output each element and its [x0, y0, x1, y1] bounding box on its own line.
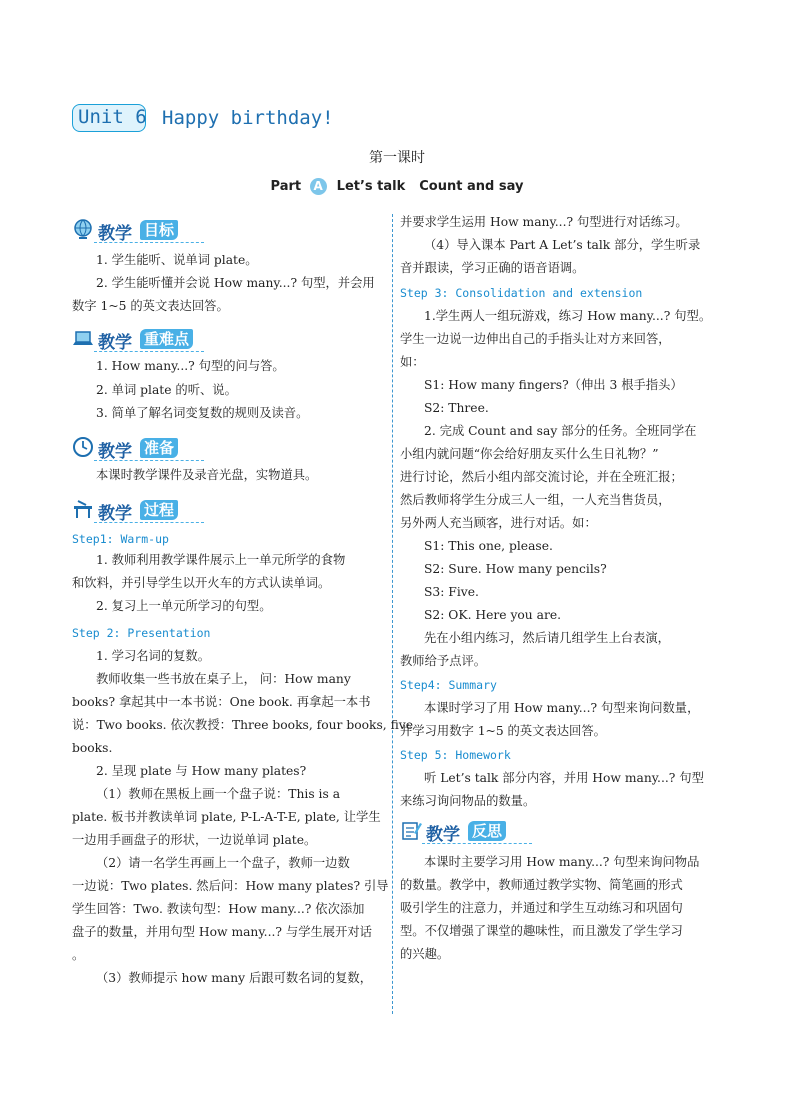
step3-text	[400, 305, 711, 673]
step4-line: 并学习用数字 1~5 的英文表达回答。	[400, 724, 606, 738]
part-count: Count and say	[419, 179, 524, 194]
step5-line: 来练习询问物品的数量。	[400, 794, 536, 808]
step1-line: 和饮料，并引导学生以开火车的方式认读单词。	[72, 576, 331, 590]
reflection-line: 的数量。教学中，教师通过教学实物、简笔画的形式	[400, 878, 683, 892]
reflection-line: 型。不仅增强了课堂的趣味性，而且激发了学生学习	[400, 924, 683, 938]
section-keypoints-main: 教学	[98, 333, 132, 353]
unit-title: Happy birthday!	[162, 107, 334, 129]
step3-line: 先在小组内练习，然后请几组学生上台表演，	[424, 631, 670, 645]
cont-line: （4）导入课本 Part A Let’s talk 部分，学生听录	[424, 238, 701, 252]
step3-line: S2: OK. Here you are.	[424, 608, 562, 622]
section-process-main: 教学	[98, 504, 132, 524]
globe-icon	[72, 218, 94, 240]
right-continued-text	[400, 211, 700, 280]
goals-line-3: 数字 1~5 的英文表达回答。	[72, 299, 229, 313]
section-reflection-highlight: 反思	[468, 821, 506, 841]
cont-line: 并要求学生运用 How many...? 句型进行对话练习。	[400, 215, 688, 229]
step3-line: 1.学生两人一组玩游戏，练习 How many...? 句型。	[424, 309, 712, 323]
section-process-heading	[72, 498, 272, 524]
section-goals-heading	[72, 218, 272, 244]
part-letter-badge: A	[310, 178, 327, 195]
section-goals-main: 教学	[98, 224, 132, 244]
preparation-line-1: 本课时教学课件及录音光盘，实物道具。	[96, 468, 318, 482]
step4-heading: Step4: Summary	[400, 678, 497, 692]
step2-line: 1. 学习名词的复数。	[96, 649, 211, 663]
section-goals-highlight: 目标	[140, 220, 178, 240]
step2-line: books? 拿起其中一本书说：One book. 再拿起一本书	[72, 695, 371, 709]
clock-icon	[72, 436, 94, 458]
step3-line: S1: This one, please.	[424, 539, 553, 553]
part-talk: Let’s talk	[336, 179, 406, 194]
step1-text	[72, 549, 345, 618]
step2-line: （2）请一名学生再画上一个盘子，教师一边数	[96, 856, 350, 870]
keypoints-line-1: 1. How many...? 句型的问与答。	[96, 359, 285, 373]
step2-line: 教师收集一些书放在桌子上， 问：How many	[96, 672, 351, 686]
step5-text	[400, 767, 704, 813]
step4-line: 本课时学习了用 How many...? 句型来询问数量，	[424, 701, 700, 715]
step2-line: 盘子的数量，并用句型 How many...? 与学生展开对话	[72, 925, 372, 939]
goals-line-2: 2. 学生能听懂并会说 How many...? 句型，并会用	[96, 276, 375, 290]
goals-line-1: 1. 学生能听、说单词 plate。	[96, 253, 258, 267]
step3-line: 另外两人充当顾客，进行对话。如：	[400, 516, 597, 530]
part-heading	[0, 178, 794, 195]
step1-heading: Step1: Warm-up	[72, 532, 169, 546]
section-reflection-main: 教学	[426, 825, 460, 845]
step3-line: 然后教师将学生分成三人一组，一人充当售货员，	[400, 493, 671, 507]
section-keypoints-highlight: 重难点	[140, 329, 193, 349]
reflection-line: 本课时主要学习用 How many...? 句型来询问物品	[424, 855, 700, 869]
section-preparation-heading	[72, 436, 272, 462]
section-process-highlight: 过程	[140, 500, 178, 520]
lesson-title: 第一课时	[369, 150, 425, 166]
step2-line: （3）教师提示 how many 后跟可数名词的复数，	[96, 971, 373, 985]
section-keypoints-heading	[72, 327, 272, 353]
step2-line: plate. 板书并教读单词 plate, P-L-A-T-E, plate, 让学生	[72, 810, 381, 824]
step3-line: 进行讨论，然后小组内部交流讨论，并在全班汇报；	[400, 470, 683, 484]
reflection-line: 吸引学生的注意力，并通过和学生互动练习和巩固句	[400, 901, 683, 915]
laptop-icon	[72, 327, 94, 349]
step2-line: 学生回答：Two. 教读句型：How many...? 依次添加	[72, 902, 365, 916]
step2-line: （1）教师在黑板上画一个盘子说：This is a	[96, 787, 341, 801]
step2-line: 。	[72, 948, 85, 962]
step2-line: 一边用手画盘子的形状，一边说单词 plate。	[72, 833, 317, 847]
desk-icon	[72, 498, 94, 520]
section-reflection-heading	[400, 819, 600, 845]
keypoints-line-3: 3. 简单了解名词变复数的规则及读音。	[96, 406, 309, 420]
keypoints-line-2: 2. 单词 plate 的听、说。	[96, 383, 237, 397]
step3-line: S2: Sure. How many pencils?	[424, 562, 607, 576]
cont-line: 音并跟读，学习正确的语音语调。	[400, 261, 585, 275]
step3-line: 教师给予点评。	[400, 654, 487, 668]
step2-line: 说：Two books. 依次教授：Three books, four books, five	[72, 718, 414, 732]
step3-line: 如：	[400, 355, 425, 369]
step3-line: 2. 完成 Count and say 部分的任务。全班同学在	[424, 424, 697, 438]
step1-line: 1. 教师利用教学课件展示上一单元所学的食物	[96, 553, 346, 567]
step3-line: S1: How many fingers?（伸出 3 根手指头）	[424, 378, 683, 392]
step3-line: S3: Five.	[424, 585, 479, 599]
section-preparation-highlight: 准备	[140, 438, 178, 458]
unit-label: Unit 6	[78, 106, 147, 128]
section-preparation-main: 教学	[98, 442, 132, 462]
step3-heading: Step 3: Consolidation and extension	[400, 286, 643, 300]
reflection-text	[400, 851, 699, 966]
step4-text	[400, 697, 699, 743]
step3-line: 小组内就问题“你会给好朋友买什么生日礼物？”	[400, 447, 659, 461]
step2-text	[72, 645, 413, 990]
reflection-line: 的兴趣。	[400, 947, 450, 961]
step3-line: S2: Three.	[424, 401, 489, 415]
step2-line: 2. 呈现 plate 与 How many plates?	[96, 764, 307, 778]
part-prefix: Part	[270, 179, 302, 194]
step5-line: 听 Let’s talk 部分内容，并用 How many...? 句型	[424, 771, 704, 785]
step5-heading: Step 5: Homework	[400, 748, 511, 762]
step2-heading: Step 2: Presentation	[72, 626, 211, 640]
step1-line: 2. 复习上一单元所学习的句型。	[96, 599, 272, 613]
notepad-icon	[400, 819, 422, 841]
step2-line: books.	[72, 741, 113, 755]
step2-line: 一边说：Two plates. 然后问：How many plates? 引导	[72, 879, 389, 893]
step3-line: 学生一边说一边伸出自己的手指头让对方来回答，	[400, 332, 671, 346]
